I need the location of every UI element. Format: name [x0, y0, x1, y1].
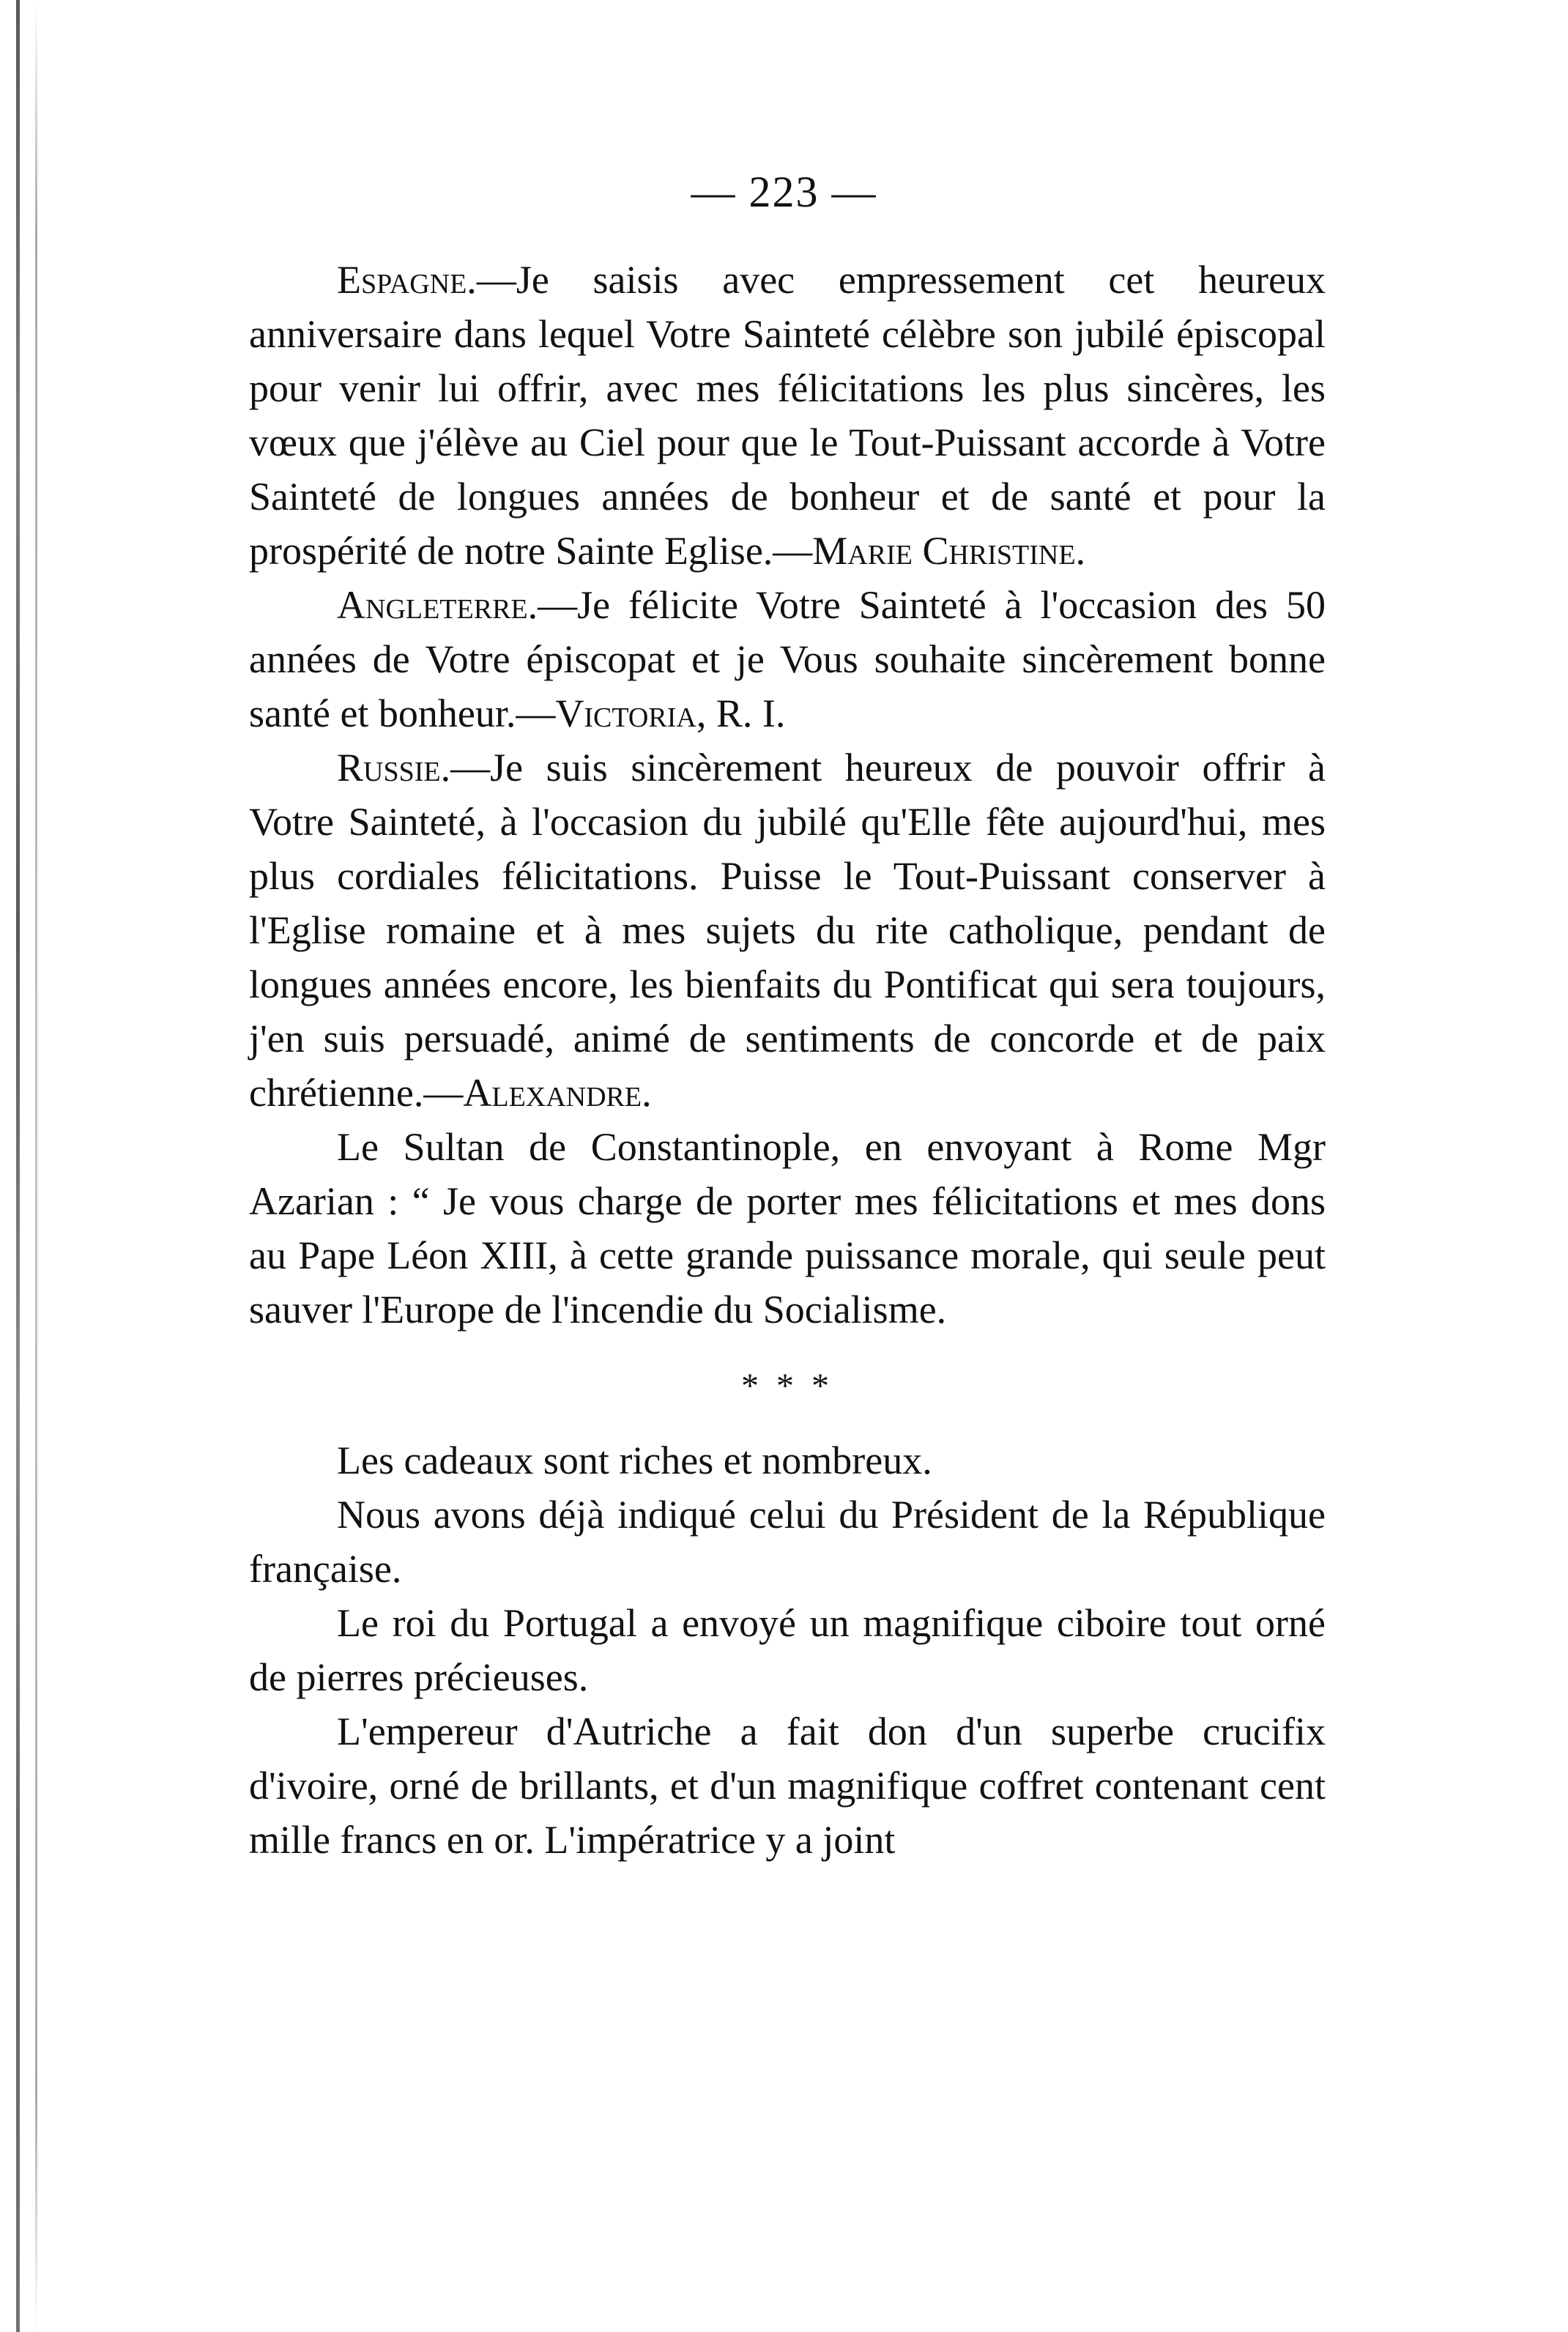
paragraph-portugal — [249, 1596, 1326, 1704]
paragraph-cadeaux — [249, 1433, 1326, 1488]
paragraph-angleterre — [249, 578, 1326, 740]
signature: Marie Christine. — [812, 529, 1086, 573]
body-text — [249, 253, 1326, 1867]
paragraph-text: Le roi du Portugal a envoyé un magnifique ciboire tout orné de pierres précieuses. — [249, 1601, 1326, 1699]
signature: Victoria, — [555, 691, 707, 735]
paragraph-text: L'empereur d'Autriche a fait don d'un superbe crucifix d'ivoire, orné de brillants, et d'un magnifique coffret contenant cent mille francs en or. L'impératrice y a joint — [249, 1709, 1326, 1862]
page-number: — 223 — — [691, 168, 877, 216]
binding-edge-shadow — [35, 0, 37, 2332]
paragraph-autriche — [249, 1704, 1326, 1867]
paragraph-text: —Je saisis avec empressement cet heureux anniversaire dans lequel Votre Sainteté célèbre son jubilé épiscopal pour venir lui offrir, avec mes félicitations les plus sincères, les vœux que j'élève au Ciel pour que le Tout-Puissant accorde à Votre Sainteté de longues années de bonheur et de santé et pour la prospérité de notre Sainte Eglise.— — [249, 258, 1326, 573]
signature: Alexandre. — [463, 1071, 652, 1115]
country-lead: Angleterre. — [337, 583, 538, 627]
paragraph-sultan — [249, 1120, 1326, 1337]
paragraph-text: —Je suis sincèrement heureux de pouvoir offrir à Votre Sainteté, à l'occasion du jubilé qu'Elle fête aujourd'hui, mes plus cordiales félicitations. Puisse le Tout-Puissant conserver à l'Eglise romaine et à mes sujets du rite catholique, pendant de longues années encore, les bienfaits du Pontificat qui sera toujours, j'en suis persuadé, animé de sentiments de concorde et de paix chrétienne.— — [249, 746, 1326, 1115]
paragraph-president — [249, 1488, 1326, 1596]
paragraph-espagne — [249, 253, 1326, 578]
asterism-separator: * * * — [741, 1367, 833, 1405]
signature-suffix: R. I. — [706, 691, 786, 735]
paragraph-text: —Je félicite Votre Sainteté à l'occasion des 50 années de Votre épiscopat et je Vous souhaite sincèrement bonne santé et bonheur.— — [249, 583, 1326, 735]
paragraph-text: Le Sultan de Constantinople, en envoyant à Rome Mgr Azarian : “ Je vous charge de porter mes félicitations et mes dons au Pape Léon XIII, à cette grande puissance morale, qui seule peut sauver l'Europe de l'incendie du Socialisme. — [249, 1125, 1326, 1332]
country-lead: Russie. — [337, 746, 451, 790]
binding-edge — [16, 0, 20, 2332]
paragraph-russie — [249, 740, 1326, 1120]
paragraph-text: Les cadeaux sont riches et nombreux. — [337, 1438, 932, 1482]
paragraph-text: Nous avons déjà indiqué celui du Président de la République française. — [249, 1493, 1326, 1591]
country-lead: Espagne. — [337, 258, 477, 302]
